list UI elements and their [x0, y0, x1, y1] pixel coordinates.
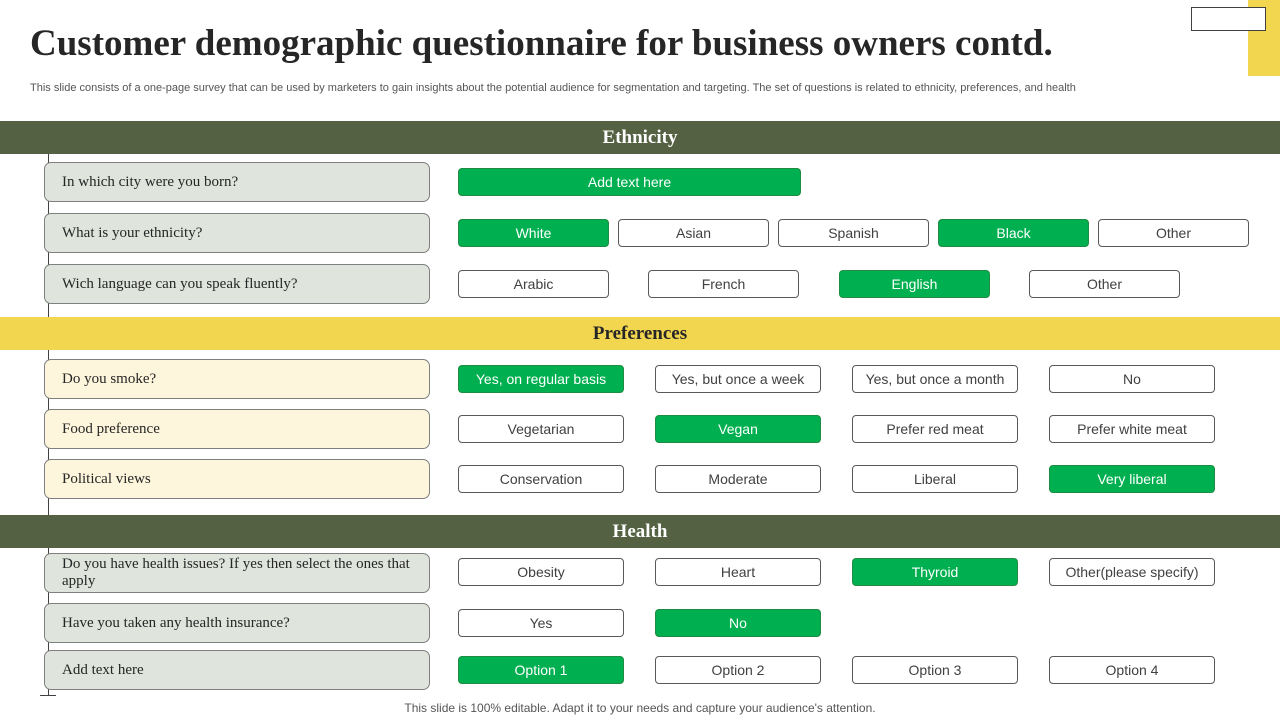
- page-subtitle: This slide consists of a one-page survey that can be used by marketers to gain insights about the potential audience for segmentation and targeting. The set of questions is related to ethnicity, preferences, and health: [30, 82, 1076, 94]
- question-political: Political views: [44, 459, 430, 499]
- option-language-french[interactable]: French: [648, 270, 799, 298]
- option-smoke-weekly[interactable]: Yes, but once a week: [655, 365, 821, 393]
- option-food-vegetarian[interactable]: Vegetarian: [458, 415, 624, 443]
- option-smoke-no[interactable]: No: [1049, 365, 1215, 393]
- option-3[interactable]: Option 3: [852, 656, 1018, 684]
- option-4[interactable]: Option 4: [1049, 656, 1215, 684]
- option-food-vegan[interactable]: Vegan: [655, 415, 821, 443]
- question-health-issues: Do you have health issues? If yes then select the ones that apply: [44, 553, 430, 593]
- option-health-other[interactable]: Other(please specify): [1049, 558, 1215, 586]
- option-food-red-meat[interactable]: Prefer red meat: [852, 415, 1018, 443]
- option-insurance-yes[interactable]: Yes: [458, 609, 624, 637]
- section-header-health: Health: [0, 515, 1280, 548]
- option-smoke-regular[interactable]: Yes, on regular basis: [458, 365, 624, 393]
- question-city-born: In which city were you born?: [44, 162, 430, 202]
- question-language: Wich language can you speak fluently?: [44, 264, 430, 304]
- footer-note: This slide is 100% editable. Adapt it to your needs and capture your audience's attention.: [404, 701, 876, 715]
- section-header-preferences: Preferences: [0, 317, 1280, 350]
- option-political-liberal[interactable]: Liberal: [852, 465, 1018, 493]
- question-insurance: Have you taken any health insurance?: [44, 603, 430, 643]
- option-ethnicity-black[interactable]: Black: [938, 219, 1089, 247]
- option-2[interactable]: Option 2: [655, 656, 821, 684]
- option-ethnicity-white[interactable]: White: [458, 219, 609, 247]
- corner-placeholder-box: [1191, 7, 1266, 31]
- option-health-thyroid[interactable]: Thyroid: [852, 558, 1018, 586]
- option-insurance-no[interactable]: No: [655, 609, 821, 637]
- timeline-end-tick: [40, 695, 56, 696]
- section-header-ethnicity: Ethnicity: [0, 121, 1280, 154]
- option-food-white-meat[interactable]: Prefer white meat: [1049, 415, 1215, 443]
- option-language-other[interactable]: Other: [1029, 270, 1180, 298]
- option-political-conservation[interactable]: Conservation: [458, 465, 624, 493]
- option-ethnicity-asian[interactable]: Asian: [618, 219, 769, 247]
- question-add-text: Add text here: [44, 650, 430, 690]
- option-political-moderate[interactable]: Moderate: [655, 465, 821, 493]
- option-city-add-text[interactable]: Add text here: [458, 168, 801, 196]
- option-ethnicity-other[interactable]: Other: [1098, 219, 1249, 247]
- page-title: Customer demographic questionnaire for business owners contd.: [30, 23, 1053, 64]
- option-health-heart[interactable]: Heart: [655, 558, 821, 586]
- question-ethnicity: What is your ethnicity?: [44, 213, 430, 253]
- option-smoke-monthly[interactable]: Yes, but once a month: [852, 365, 1018, 393]
- option-health-obesity[interactable]: Obesity: [458, 558, 624, 586]
- question-smoke: Do you smoke?: [44, 359, 430, 399]
- option-ethnicity-spanish[interactable]: Spanish: [778, 219, 929, 247]
- question-food: Food preference: [44, 409, 430, 449]
- option-political-very-liberal[interactable]: Very liberal: [1049, 465, 1215, 493]
- option-language-english[interactable]: English: [839, 270, 990, 298]
- option-language-arabic[interactable]: Arabic: [458, 270, 609, 298]
- option-1[interactable]: Option 1: [458, 656, 624, 684]
